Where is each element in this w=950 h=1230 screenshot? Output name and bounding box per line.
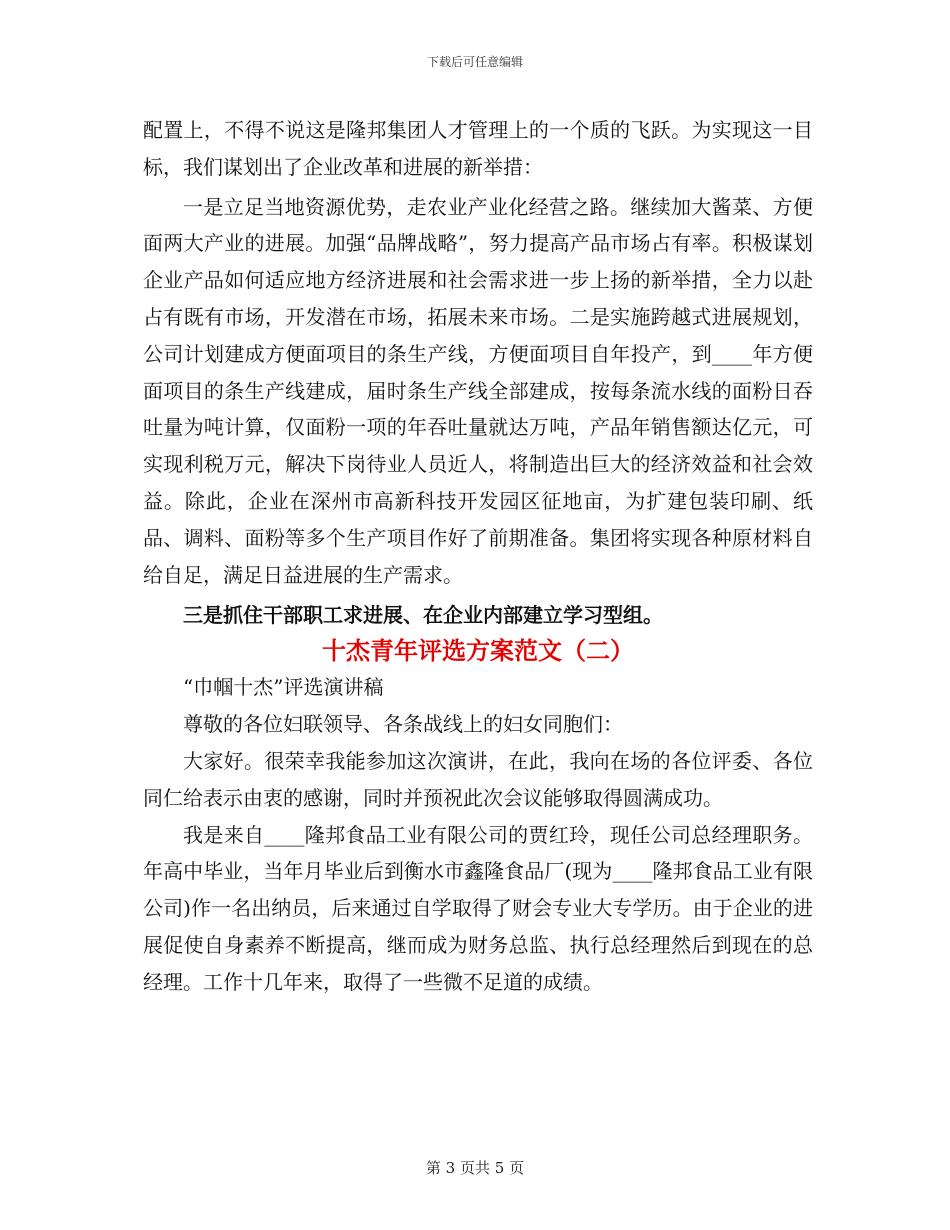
paragraph-bold-point-three: 三是抓住干部职工求进展、在企业内部建立学习型组。 xyxy=(183,603,663,628)
paragraph-development-plans: 一是立足当地资源优势，走农业产业化经营之路。继续加大酱菜、方便面两大产业的进展。加强“品牌战略”，努力提高产品市场占有率。积极谋划企业产品如何适应地方经济进展和社会需求进一步上扬的新举措，全力以赴占有既有市场，开发潜在市场，拓展未来市场。二是实施跨越式进展规划，公司计划建成方便面项目的条生产线，方便面项目自年投产，到____年方便面项目的条生产线建成，届时条生产线全部建成，按每条流水线的面粉日吞吐量为吨计算，仅面粉一项的年吞吐量就达万吨，产品年销售额达亿元，可实现利税万元，解决下岗待业人员近人，将制造出巨大的经济效益和社会效益。除此，企业在深州市高新科技开发园区征地亩，为扩建包装印刷、纸品、调料、面粉等多个生产项目作好了前期准备。集团将实现各种原材料自给自足，满足日益进展的生产需求。 xyxy=(143,194,813,587)
paragraph-continuation: 配置上，不得不说这是隆邦集团人才管理上的一个质的飞跃。为实现这一目标，我们谋划出了企业改革和进展的新举措： xyxy=(143,118,813,179)
document-body xyxy=(143,112,813,1001)
page-header: 下载后可任意编辑 xyxy=(426,55,523,69)
paragraph-self-introduction: 我是来自____隆邦食品工业有限公司的贾红玲，现任公司总经理职务。年高中毕业，当年月毕业后到衡水市鑫隆食品厂(现为____隆邦食品工业有限公司)作一名出纳员，后来通过自学取得了财会专业大专学历。由于企业的进展促使自身素养不断提高，继而成为财务总监、执行总经理然后到现在的总经理。工作十几年来，取得了一些微不足道的成绩。 xyxy=(143,822,813,994)
page-footer: 第 3 页共 5 页 xyxy=(425,1159,525,1177)
section-title: 十杰青年评选方案范文（二） xyxy=(322,637,634,666)
speech-title-line: “巾帼十杰”评选演讲稿 xyxy=(183,675,384,700)
salutation-line: 尊敬的各位妇联领导、各条战线上的妇女同胞们： xyxy=(183,712,623,737)
paragraph-greeting: 大家好。很荣幸我能参加这次演讲，在此，我向在场的各位评委、各位同仁给表示由衷的感谢，同时并预祝此次会议能够取得圆满成功。 xyxy=(143,748,813,810)
